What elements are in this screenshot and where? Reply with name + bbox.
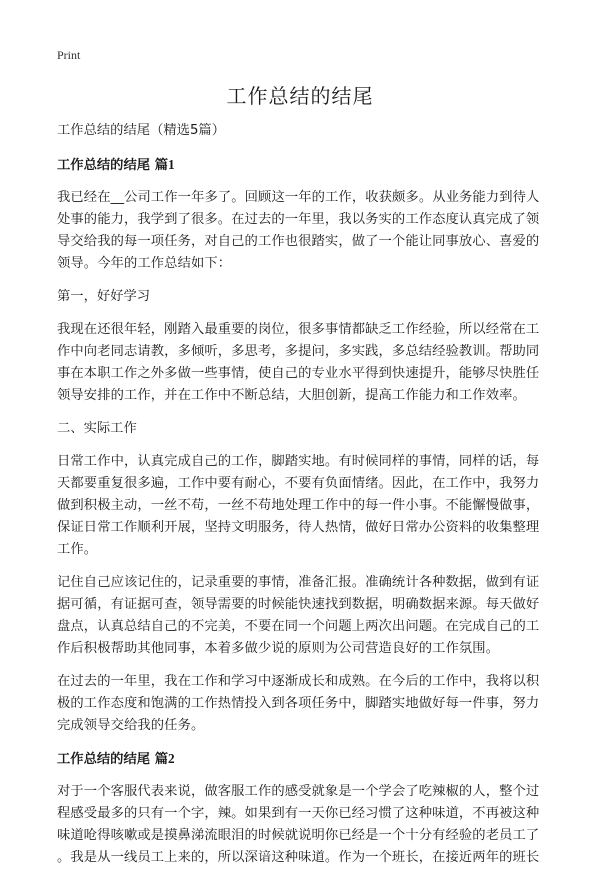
section-2-paragraph-1 xyxy=(57,781,547,869)
text-line: 据可循，有证据可查，领导需要的时候能快速找到数据，明确数据来源。每天做好 xyxy=(57,597,540,612)
section-1-subheading-1: 第一，好好学习 xyxy=(57,289,151,304)
section-1-subheading-2: 二、实际工作 xyxy=(57,421,137,436)
document-subtitle: 工作总结的结尾（精选5篇） xyxy=(57,123,226,138)
text-line: 极的工作态度和饱满的工作热情投入到各项任务中，脚踏实地做好每一件事，努力 xyxy=(57,696,540,711)
text-line: 领导安排的工作，并在工作中不断总结，大胆创新，提高工作能力和工作效率。 xyxy=(57,388,526,403)
text-line: 盘点，认真总结自己的不完美，不要在同一个问题上两次出问题。在完成自己的工 xyxy=(57,619,540,634)
text-line: 味道呛得咳嗽或是摸鼻涕流眼泪的时候就说明你已经是一个十分有经验的老员工了 xyxy=(57,828,540,843)
text-line: 作中向老同志请教，多倾听，多思考，多提问，多实践，多总结经验教训。帮助同 xyxy=(57,344,540,359)
section-1-paragraph-2 xyxy=(57,451,547,561)
text-line: 对于一个客服代表来说，做客服工作的感受就象是一个学会了吃辣椒的人，整个过 xyxy=(57,784,540,799)
text-line: 天都要重复很多遍，工作中要有耐心，不要有负面情绪。因此，在工作中，我努力 xyxy=(57,476,540,491)
text-line: 我已经在__公司工作一年多了。回顾这一年的工作，收获颇多。从业务能力到待人 xyxy=(57,190,540,205)
section-heading-2 xyxy=(57,748,547,771)
text-line: 我现在还很年轻，刚踏入最重要的岗位，很多事情都缺乏工作经验，所以经常在工 xyxy=(57,322,540,337)
text-line: 做到积极主动，一丝不苟，一丝不苟地处理工作中的每一件小事。不能懈慢做事， xyxy=(57,498,540,513)
text-line: 日常工作中，认真完成自己的工作，脚踏实地。有时候同样的事情，同样的话，每 xyxy=(57,454,540,469)
text-line: 在过去的一年里，我在工作和学习中逐渐成长和成熟。在今后的工作中，我将以积 xyxy=(57,674,540,689)
section-heading-1 xyxy=(57,154,547,177)
section-1-intro-paragraph xyxy=(57,187,547,275)
text-line: 领导。今年的工作总结如下： xyxy=(57,256,232,271)
text-line: 工作。 xyxy=(57,542,98,557)
text-line: 事在本职工作之外多做一些事情，使自己的专业水平得到快速提升，能够尽快胜任 xyxy=(57,366,540,381)
section-1-paragraph-3 xyxy=(57,572,547,660)
document-body xyxy=(57,120,547,880)
text-line: 完成领导交给我的任务。 xyxy=(57,718,205,733)
print-link[interactable]: Print xyxy=(57,48,81,62)
section-heading-text: 工作总结的结尾 篇 xyxy=(57,158,169,173)
text-line: 作后积极帮助其他同事，本着多做少说的原则为公司营造良好的工作氛围。 xyxy=(57,641,500,656)
section-heading-number: 2 xyxy=(168,751,175,766)
text-line: 。我是从一线员工上来的，所以深谙这种味道。作为一个班长，在接近两年的班长 xyxy=(57,850,540,865)
page-title: 工作总结的结尾 xyxy=(226,84,374,108)
text-line: 保证日常工作顺利开展，坚持文明服务，待人热情，做好日常办公资料的收集整理 xyxy=(57,520,540,535)
text-line: 导交给我的每一项任务，对自己的工作也很踏实，做了一个能让同事放心、喜爱的 xyxy=(57,234,540,249)
section-1-paragraph-4 xyxy=(57,671,547,737)
section-heading-number: 1 xyxy=(168,157,175,172)
text-line: 处事的能力，我学到了很多。在过去的一年里，我以务实的工作态度认真完成了领 xyxy=(57,212,540,227)
section-heading-text: 工作总结的结尾 篇 xyxy=(57,752,169,767)
text-line: 程感受最多的只有一个字，辣。如果到有一天你已经习惯了这种味道，不再被这种 xyxy=(57,806,540,821)
section-1-paragraph-1 xyxy=(57,319,547,407)
text-line: 记住自己应该记住的，记录重要的事情，准备汇报。准确统计各种数据，做到有证 xyxy=(57,575,540,590)
